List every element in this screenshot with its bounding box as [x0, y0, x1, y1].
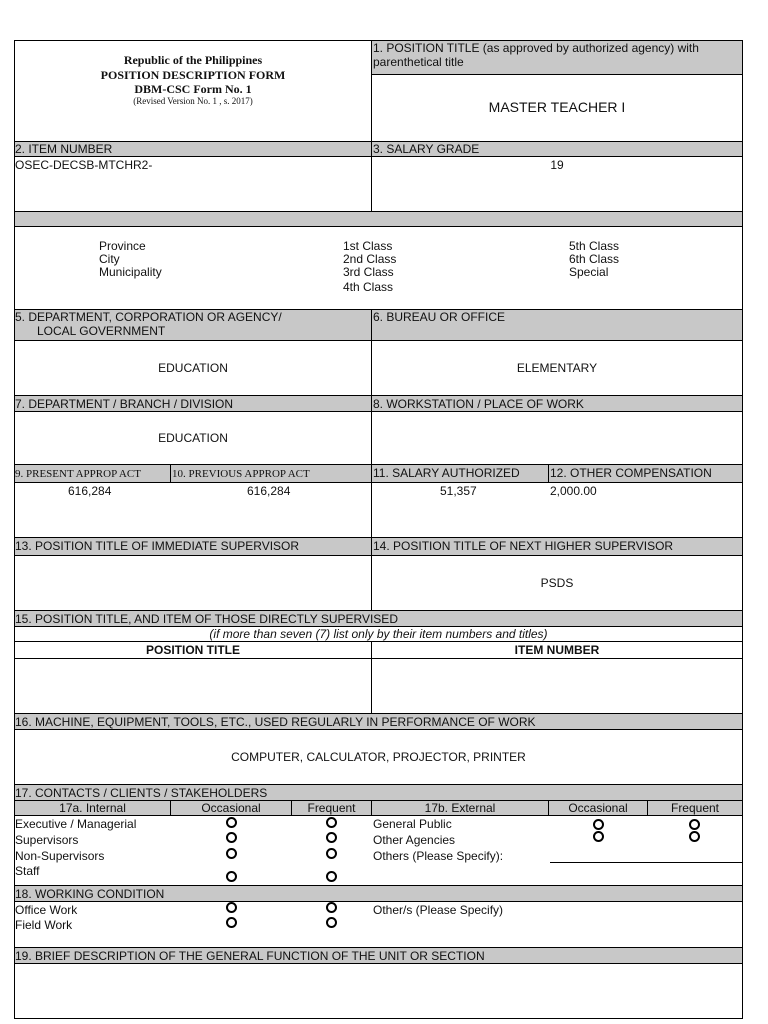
rule — [14, 963, 743, 964]
radio-occasional-office-work[interactable] — [226, 902, 237, 913]
rule — [14, 411, 743, 412]
supervised-label: 15. POSITION TITLE, AND ITEM OF THOSE DIRECTLY SUPERVISED — [15, 612, 398, 626]
other-compensation-value[interactable]: 2,000.00 — [550, 484, 597, 498]
department-label-cont: LOCAL GOVERNMENT — [37, 324, 166, 338]
rule — [14, 947, 743, 948]
equipment-value[interactable]: COMPUTER, CALCULATOR, PROJECTOR, PRINTER — [231, 750, 526, 764]
border-right — [742, 40, 743, 1019]
workstation-label: 8. WORKSTATION / PLACE OF WORK — [373, 397, 584, 411]
supervised-note: (if more than seven (7) list only by their item numbers and titles) — [209, 627, 548, 641]
external-contact-row: General Public — [373, 817, 452, 831]
previous-approp-value[interactable]: 616,284 — [247, 484, 291, 498]
internal-contact-row: Non-Supervisors — [15, 849, 105, 863]
rule — [372, 74, 742, 75]
salary-grade-value[interactable]: 19 — [550, 158, 564, 172]
radio-frequent-staff[interactable] — [326, 871, 337, 882]
department-value[interactable]: EDUCATION — [158, 361, 228, 375]
rule — [14, 901, 743, 902]
external-frequent-header: Frequent — [670, 801, 720, 815]
label-band-4 — [15, 211, 742, 226]
internal-contact-row: Supervisors — [15, 833, 79, 847]
salary-grade-label: 3. SALARY GRADE — [373, 142, 480, 156]
supervised-item-number-header: ITEM NUMBER — [514, 643, 600, 657]
salary-authorized-value[interactable]: 51,357 — [440, 484, 477, 498]
division-label: 7. DEPARTMENT / BRANCH / DIVISION — [15, 397, 234, 411]
rule — [14, 464, 743, 465]
lgu-class-option[interactable]: 5th Class — [569, 239, 620, 253]
rule — [14, 658, 743, 659]
rule — [14, 537, 743, 538]
present-approp-value[interactable]: 616,284 — [68, 484, 112, 498]
lgu-class-option[interactable]: 2nd Class — [343, 252, 397, 266]
next-higher-supervisor-value[interactable]: PSDS — [540, 576, 574, 590]
radio-frequent-general-public[interactable] — [689, 819, 700, 830]
form-revision: (Revised Version No. 1 , s. 2017) — [133, 96, 253, 106]
radio-occasional-executive[interactable] — [226, 817, 237, 828]
radio-frequent-non-supervisors[interactable] — [326, 848, 337, 859]
internal-frequent-header: Frequent — [307, 801, 356, 815]
lgu-class-option[interactable]: 6th Class — [569, 252, 620, 266]
rule — [14, 156, 743, 157]
radio-occasional-general-public[interactable] — [593, 819, 604, 830]
radio-occasional-non-supervisors[interactable] — [226, 848, 237, 859]
divider — [371, 309, 372, 537]
form-number: DBM-CSC Form No. 1 — [134, 82, 252, 96]
working-condition-row: Field Work — [15, 918, 73, 932]
position-title-value[interactable]: MASTER TEACHER I — [488, 99, 626, 115]
divider — [371, 537, 372, 611]
working-condition-other: Other/s (Please Specify) — [373, 903, 504, 917]
contacts-label: 17. CONTACTS / CLIENTS / STAKEHOLDERS — [15, 786, 268, 800]
external-header: 17b. External — [424, 801, 496, 815]
rule — [14, 729, 743, 730]
internal-contact-row: Executive / Managerial — [15, 817, 137, 831]
lgu-type-option[interactable]: Province — [99, 239, 146, 253]
equipment-label: 16. MACHINE, EQUIPMENT, TOOLS, ETC., USED REGULARLY IN PERFORMANCE OF WORK — [15, 715, 536, 729]
internal-contact-row: Staff — [15, 864, 40, 878]
position-title-label-cont: parenthetical title — [373, 55, 464, 69]
rule — [14, 211, 743, 212]
radio-frequent-other-agencies[interactable] — [689, 831, 700, 842]
supervised-position-title-header: POSITION TITLE — [145, 643, 240, 657]
rule — [14, 784, 743, 785]
lgu-class-option[interactable]: 4th Class — [343, 280, 394, 294]
radio-occasional-staff[interactable] — [226, 871, 237, 882]
present-approp-label: 9. PRESENT APPROP ACT — [15, 468, 141, 480]
form-title: POSITION DESCRIPTION FORM — [100, 68, 286, 82]
rule — [14, 610, 743, 611]
department-label: 5. DEPARTMENT, CORPORATION OR AGENCY/ — [15, 310, 282, 324]
rule — [14, 482, 743, 483]
radio-occasional-field-work[interactable] — [226, 917, 237, 928]
divider — [548, 464, 549, 483]
external-occasional-header: Occasional — [568, 801, 628, 815]
rule — [14, 555, 743, 556]
unit-function-label: 19. BRIEF DESCRIPTION OF THE GENERAL FUNCTION OF THE UNIT OR SECTION — [15, 949, 485, 963]
position-title-label: 1. POSITION TITLE (as approved by authorized agency) with — [373, 41, 699, 55]
item-number-value[interactable]: OSEC-DECSB-MTCHR2- — [15, 158, 153, 172]
radio-occasional-supervisors[interactable] — [226, 832, 237, 843]
internal-header: 17a. Internal — [59, 801, 126, 815]
division-value[interactable]: EDUCATION — [158, 431, 228, 445]
rule — [14, 713, 743, 714]
external-contact-row: Other Agencies — [373, 833, 456, 847]
rule — [14, 885, 743, 886]
republic-title: Republic of the Philippines — [123, 53, 263, 67]
rule — [14, 815, 743, 816]
lgu-class-option[interactable]: Special — [569, 265, 609, 279]
border-bottom — [14, 1018, 743, 1019]
other-compensation-label: 12. OTHER COMPENSATION — [550, 466, 712, 480]
next-higher-supervisor-label: 14. POSITION TITLE OF NEXT HIGHER SUPERVISOR — [373, 539, 674, 553]
rule — [14, 641, 743, 642]
rule — [14, 226, 743, 227]
others-specify-line — [550, 862, 742, 863]
bureau-value[interactable]: ELEMENTARY — [516, 361, 598, 375]
lgu-class-option[interactable]: 3rd Class — [343, 265, 394, 279]
radio-frequent-supervisors[interactable] — [326, 832, 337, 843]
radio-occasional-other-agencies[interactable] — [593, 831, 604, 842]
immediate-supervisor-label: 13. POSITION TITLE OF IMMEDIATE SUPERVISOR — [15, 539, 300, 553]
item-number-label: 2. ITEM NUMBER — [15, 142, 113, 156]
rule — [14, 340, 743, 341]
divider — [170, 464, 171, 483]
internal-occasional-header: Occasional — [201, 801, 261, 815]
lgu-type-option[interactable]: Municipality — [99, 265, 162, 279]
external-contact-row: Others (Please Specify): — [373, 849, 504, 863]
working-condition-label: 18. WORKING CONDITION — [15, 887, 165, 901]
radio-frequent-executive[interactable] — [326, 817, 337, 828]
lgu-type-option[interactable]: City — [99, 252, 120, 266]
radio-frequent-field-work[interactable] — [326, 917, 337, 928]
rule — [14, 395, 743, 396]
salary-authorized-label: 11. SALARY AUTHORIZED — [373, 466, 520, 480]
working-condition-row: Office Work — [15, 903, 78, 917]
radio-frequent-office-work[interactable] — [326, 902, 337, 913]
bureau-label: 6. BUREAU OR OFFICE — [373, 310, 506, 324]
lgu-class-option[interactable]: 1st Class — [343, 239, 393, 253]
divider — [371, 40, 372, 211]
previous-approp-label: 10. PREVIOUS APPROP ACT — [172, 468, 310, 480]
